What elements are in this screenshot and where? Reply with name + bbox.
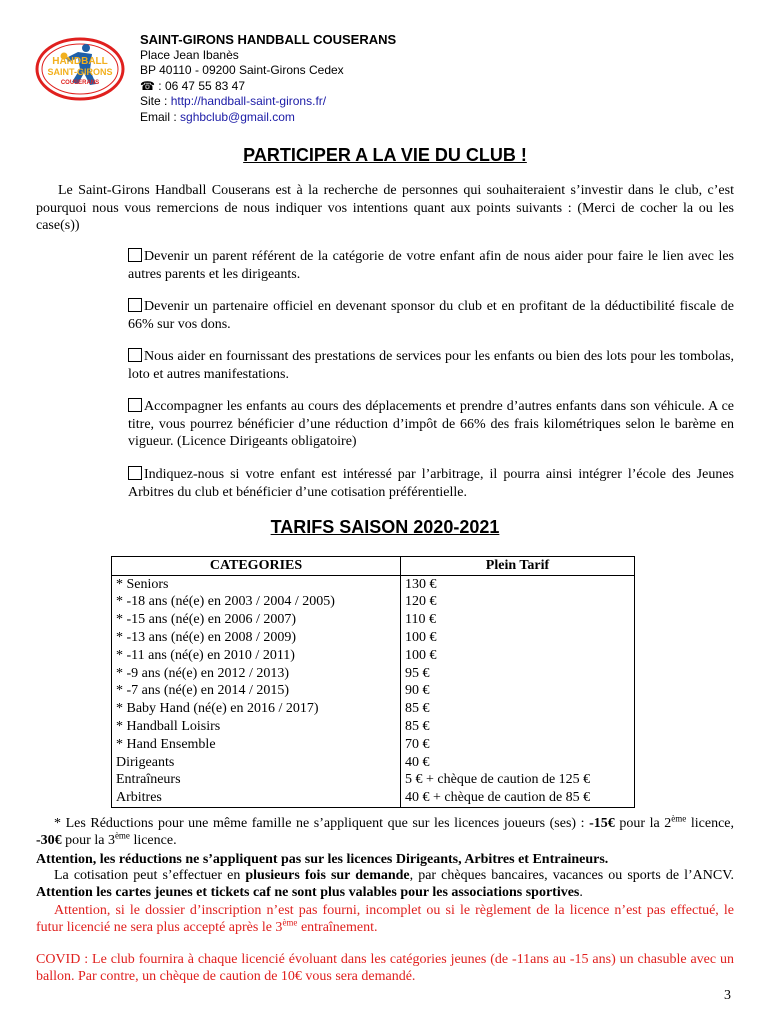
column-header-plein-tarif: Plein Tarif: [401, 557, 635, 576]
price-cell: 90 €: [401, 683, 635, 701]
option-checkbox[interactable]: [128, 298, 142, 312]
option-text: Accompagner les enfants au cours des déplacements et prendre d’autres enfants dans son véhicule. A ce titre, vous pourrez bénéficier d’une réduction d’impôt de 66% des frais kilométriques selon le barème en vigueur. (Licence Dirigeants obligatoire): [128, 399, 734, 449]
club-name: SAINT-GIRONS HANDBALL COUSERANS: [140, 32, 397, 47]
logo-line3: COUSERANS: [60, 80, 100, 86]
note-reductions: [36, 815, 734, 850]
phone: ☎ : 06 47 55 83 47: [140, 78, 246, 93]
note-bold: Attention, les réductions ne s’appliquent pas sur les licences Dirigeants, Arbitres et Entraineurs.: [36, 852, 609, 867]
note-text: licence,: [686, 816, 734, 831]
address-line1: Place Jean Ibanès: [140, 47, 239, 62]
option-checkbox[interactable]: [128, 398, 142, 412]
logo-line2: SAINT-GIRONS: [47, 67, 113, 77]
price-cell: 100 €: [401, 647, 635, 665]
price-cell: 95 €: [401, 665, 635, 683]
price-cell: 100 €: [401, 629, 635, 647]
note-bold: -30€: [36, 833, 62, 849]
table-row: [112, 683, 635, 701]
option-checkbox[interactable]: [128, 466, 142, 480]
table-row: [112, 772, 635, 790]
option-text: Nous aider en fournissant des prestations de services pour les enfants ou bien des lots pour les tombolas, loto et autres manifestations.: [128, 349, 734, 382]
table-row: [112, 665, 635, 683]
category-cell: * -15 ans (né(e) en 2006 / 2007): [112, 611, 401, 629]
price-cell: 5 € + chèque de caution de 125 €: [401, 772, 635, 790]
note-text: licence.: [129, 833, 177, 849]
option-parent-referent: [128, 248, 734, 283]
table-row: [112, 754, 635, 772]
price-cell: 130 €: [401, 575, 635, 593]
category-cell: * -13 ans (né(e) en 2008 / 2009): [112, 629, 401, 647]
option-text: Indiquez-nous si votre enfant est intéressé par l’arbitrage, il pourra ainsi intégrer l’école des Jeunes Arbitres du club et bénéficier d’une cotisation préférentielle.: [128, 467, 734, 500]
category-cell: Dirigeants: [112, 754, 401, 772]
category-cell: * Baby Hand (né(e) en 2016 / 2017): [112, 700, 401, 718]
note-text: La cotisation peut s’effectuer en: [54, 868, 246, 883]
category-cell: * -11 ans (né(e) en 2010 / 2011): [112, 647, 401, 665]
category-cell: Arbitres: [112, 789, 401, 807]
option-prestations: [128, 348, 734, 383]
site-link[interactable]: http://handball-saint-girons.fr/: [170, 94, 327, 109]
page-number: 3: [724, 988, 731, 1003]
note-covid: COVID : Le club fournira à chaque licencié évoluant dans les catégories jeunes (de -11ans au -15 ans) un chasuble avec un ballon. Par contre, un chèque de caution de 10€ vous sera demandé.: [36, 952, 734, 985]
note-sup: ème: [114, 830, 130, 841]
note-cotisation: [36, 867, 734, 902]
column-header-categories: CATEGORIES: [112, 557, 401, 576]
category-cell: * Seniors: [112, 575, 401, 593]
option-arbitrage: [128, 466, 734, 501]
option-partenaire: [128, 298, 734, 333]
club-logo: [34, 36, 126, 102]
note-bold: -15€: [589, 816, 615, 831]
note-bold: plusieurs fois sur demande: [245, 868, 410, 883]
site-line: [140, 94, 396, 110]
price-cell: 120 €: [401, 594, 635, 612]
option-text: Devenir un parent référent de la catégorie de votre enfant afin de nous aider pour faire le lien avec les autres parents et les dirigeants.: [128, 249, 734, 282]
category-cell: * -7 ans (né(e) en 2014 / 2015): [112, 683, 401, 701]
table-row: [112, 629, 635, 647]
note-dossier-warning: [36, 902, 734, 937]
logo-line1: HANDBALL: [52, 56, 108, 67]
price-cell: 70 €: [401, 736, 635, 754]
club-contact-block: [140, 32, 396, 126]
table-row: [112, 594, 635, 612]
category-cell: * Handball Loisirs: [112, 718, 401, 736]
note-attention-reductions: [36, 851, 734, 868]
note-text: .: [579, 885, 583, 901]
price-cell: 40 €: [401, 754, 635, 772]
price-cell: 40 € + chèque de caution de 85 €: [401, 789, 635, 807]
price-cell: 85 €: [401, 718, 635, 736]
price-cell: 85 €: [401, 700, 635, 718]
email-line: [140, 110, 396, 126]
note-sup: ème: [671, 813, 687, 824]
note-text: entraînement.: [297, 920, 378, 936]
note-text: * Les Réductions pour une même famille ne s’appliquent que sur les licences joueurs (ses) :: [54, 816, 590, 831]
email-label: Email :: [140, 109, 181, 124]
table-header-row: [112, 557, 635, 576]
table-row: [112, 700, 635, 718]
table-row: [112, 575, 635, 593]
option-accompagner: [128, 398, 734, 451]
note-bold: Attention les cartes jeunes et tickets caf ne sont plus valables pour les associations sportives: [36, 885, 580, 901]
category-cell: * -18 ans (né(e) en 2003 / 2004 / 2005): [112, 594, 401, 612]
option-checkbox[interactable]: [128, 348, 142, 362]
note-text: Attention, si le dossier d’inscription n’est pas fourni, incomplet ou si le règlement de la licence n’est pas effectué, le futur licencié ne sera plus accepté après le 3: [36, 903, 734, 936]
section-title-participer: PARTICIPER A LA VIE DU CLUB !: [243, 145, 527, 165]
note-text: pour la 3: [61, 833, 115, 849]
tarifs-table: [111, 556, 635, 808]
table-row: [112, 736, 635, 754]
option-checkbox[interactable]: [128, 248, 142, 262]
category-cell: Entraîneurs: [112, 772, 401, 790]
note-sup: ème: [282, 917, 298, 928]
intro-paragraph: Le Saint-Girons Handball Couserans est à la recherche de personnes qui souhaiteraient s’investir dans le club, c’est pourquoi nous vous remercions de nous indiquer vos intentions quant aux points suivants : (Merci de cocher la ou les case(s)): [36, 183, 734, 233]
address-line2: BP 40110 - 09200 Saint-Girons Cedex: [140, 63, 344, 78]
category-cell: * Hand Ensemble: [112, 736, 401, 754]
table-row: [112, 647, 635, 665]
table-row: [112, 789, 635, 807]
site-label: Site :: [140, 94, 171, 109]
price-cell: 110 €: [401, 611, 635, 629]
option-text: Devenir un partenaire officiel en devenant sponsor du club et en profitant de la déductibilité fiscale de 66% sur vos dons.: [128, 299, 734, 332]
category-cell: * -9 ans (né(e) en 2012 / 2013): [112, 665, 401, 683]
note-text: , par chèques bancaires, vacances ou sports de l’ANCV.: [409, 868, 735, 883]
email-link[interactable]: sghbclub@gmail.com: [180, 109, 295, 124]
table-row: [112, 718, 635, 736]
table-row: [112, 611, 635, 629]
note-text: pour la 2: [614, 816, 672, 831]
section-title-tarifs: TARIFS SAISON 2020-2021: [270, 517, 500, 537]
